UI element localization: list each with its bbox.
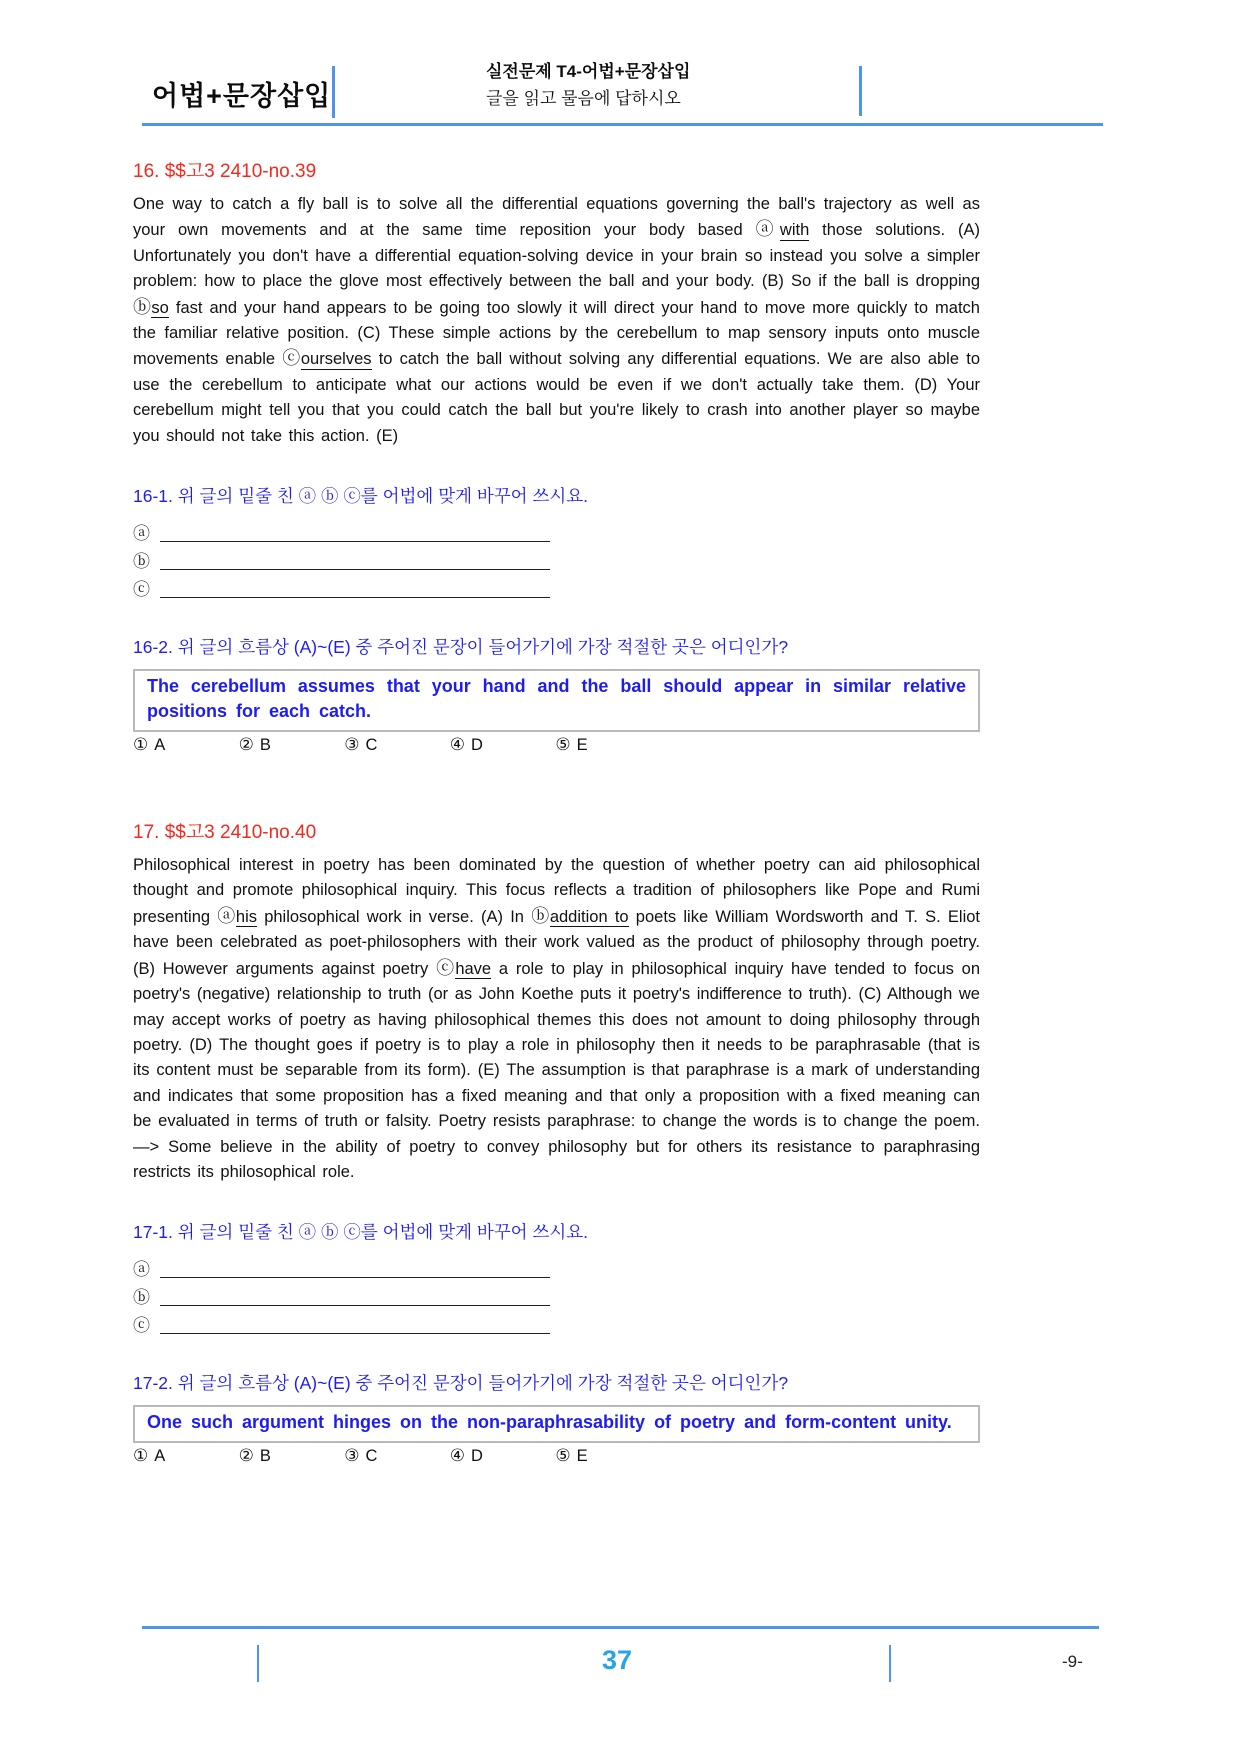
- header-rule: [142, 123, 1103, 126]
- circled-letter-marker: ⓐ: [755, 219, 780, 240]
- passage-segment: those solutions. (A) Unfortunately you don't have a differential equation-solving device in your brain so instead you solve a simpler problem: how to place the glove most effectively between the ball and your body. (B) So if the ball is dropping: [133, 221, 981, 291]
- footer-divider-left: [257, 1645, 259, 1682]
- page-number: 37: [601, 1645, 633, 1675]
- circled-letter-marker: ⓐ: [217, 905, 236, 926]
- option-4: [450, 735, 551, 755]
- circled-letter-marker: ⓒ: [436, 957, 456, 978]
- option-number: ③: [344, 1446, 360, 1466]
- question-17: [133, 817, 980, 1466]
- sub-question-17-1-label: 17-1. 위 글의 밑줄 친 ⓐ ⓑ ⓒ를 어법에 맞게 바꾸어 쓰시요.: [133, 1222, 589, 1243]
- option-3: [344, 1446, 445, 1466]
- passage-segment: poets like William Wordsworth and T. S. Eliot have been celebrated as poet-philosophers with their work valued as the product of philosophy through poetry. (B) However arguments against poetry: [133, 907, 980, 978]
- main-content: [133, 156, 980, 1466]
- circled-letter-marker: ⓑ: [133, 296, 152, 317]
- passage-segment: Philosophical interest in poetry has been dominated by the question of whether poetry can aid philosophical thought and promote philosophical inquiry. This focus reflects a tradition of philosophers like Pope and Rumi presenting: [133, 856, 980, 926]
- option-1: [133, 1446, 234, 1466]
- answer-blank-row-a: [133, 518, 980, 546]
- underlined-word: ourselves: [300, 350, 372, 369]
- option-letter: D: [471, 1447, 483, 1466]
- answer-blank-line: [160, 541, 550, 542]
- circled-a-marker: ⓐ: [133, 1260, 150, 1280]
- option-letter: E: [576, 1447, 588, 1466]
- header-divider-line-right: [859, 66, 862, 116]
- header-divider-line: [332, 66, 335, 118]
- page-number-secondary: -9-: [1062, 1652, 1083, 1671]
- circled-c-marker: ⓒ: [133, 580, 150, 600]
- underlined-word: addition to: [549, 907, 629, 926]
- option-4: [450, 1446, 551, 1466]
- option-letter: D: [471, 736, 483, 755]
- question-title: 16. $$고3 2410-no.39: [133, 161, 317, 182]
- passage-segment: philosophical work in verse. (A) In: [256, 907, 532, 926]
- underlined-word: with: [779, 221, 810, 240]
- passage-segment: a role to play in philosophical inquiry have tended to focus on poetry's (negative) relationship to truth (or as John Koethe puts it poetry's indifference to truth). (C) Although we may accept works of poetry as having philosophical themes this does not amount to doing philosophy through poetry. (D) The thought goes if poetry is to play a role in philosophy then it needs to be paraphrasable (that is its content must be separable from its form). (E) The assumption is that paraphrase is a mark of understanding and indicates that some proposition has a fixed meaning and that only a proposition with a fixed meaning can be evaluated in terms of truth or falsity. Poetry resists paraphrase: to change the words is to change the poem. —> Some believe in the ability of poetry to convey philosophy but for others its resistance to paraphrasing restricts its philosophical role.: [133, 959, 981, 1181]
- underlined-word: his: [235, 907, 257, 926]
- passage-segment: fast and your hand appears to be going too slowly it will direct your hand to move more quickly to match the familiar relative position. (C) These simple actions by the cerebellum to map sensory inputs onto muscle movements enable: [133, 298, 980, 369]
- circled-c-marker: ⓒ: [133, 1316, 150, 1336]
- option-5: [555, 735, 656, 755]
- passage-segment: to catch the ball without solving any differential equations. We are also able to use the cerebellum to anticipate what our actions would be even if we don't actually take them. (D) Your cerebellum might tell you that you could catch the ball but you're likely to crash into another player so maybe you should not take this action. (E): [133, 350, 980, 445]
- option-number: ③: [344, 735, 360, 755]
- footer-divider-right: [889, 1645, 891, 1682]
- answer-blank-row-c: [133, 574, 980, 602]
- circled-b-marker: ⓑ: [133, 1288, 150, 1308]
- passage-segment: One way to catch a fly ball is to solve all the differential equations governing the ball's trajectory as well as your own movements and at the same time reposition your body based: [133, 195, 980, 240]
- option-number: ④: [449, 735, 466, 755]
- passage-text: [133, 192, 980, 449]
- circled-a-marker: ⓐ: [133, 524, 150, 544]
- answer-blank-line: [160, 1333, 550, 1334]
- answer-blank-line: [160, 1277, 550, 1278]
- option-letter: B: [259, 1447, 271, 1466]
- option-letter: A: [154, 1447, 166, 1466]
- answer-blank-line: [160, 1305, 550, 1306]
- option-number: ①: [133, 735, 149, 755]
- answer-blank-row-c: [133, 1310, 980, 1338]
- insertion-sentence: One such argument hinges on the non-paraphrasability of poetry and form-content unity.: [147, 1412, 952, 1433]
- answer-blank-row-b: [133, 1282, 980, 1310]
- header-subtitle: [486, 58, 690, 112]
- circled-letter-marker: ⓑ: [531, 905, 550, 926]
- option-3: [344, 735, 445, 755]
- header-subtitle-line2: 글을 읽고 물음에 답하시오: [486, 89, 681, 108]
- insertion-sentence-box: [133, 1405, 980, 1443]
- circled-b-marker: ⓑ: [133, 552, 150, 572]
- question-16: [133, 156, 980, 755]
- option-number: ②: [238, 735, 254, 755]
- option-5: [555, 1446, 656, 1466]
- options-row: [133, 1446, 980, 1466]
- option-number: ④: [449, 1446, 466, 1466]
- option-letter: E: [576, 736, 588, 755]
- passage-text: [133, 853, 980, 1185]
- sub-question-17-2-label: 17-2. 위 글의 흐름상 (A)~(E) 중 주어진 문장이 들어가기에 가장 적절한 곳은 어디인가?: [133, 1373, 789, 1394]
- answer-blank-line: [160, 597, 550, 598]
- underlined-word: have: [455, 959, 492, 978]
- header-subtitle-line1: 실전문제 T4-어법+문장삽입: [486, 62, 691, 81]
- circled-letter-marker: ⓒ: [282, 348, 301, 369]
- answer-blank-line: [160, 569, 550, 570]
- option-letter: A: [154, 736, 166, 755]
- option-letter: B: [259, 736, 271, 755]
- answer-blank-row-b: [133, 546, 980, 574]
- insertion-sentence: The cerebellum assumes that your hand and the ball should appear in similar relative positions for each catch.: [147, 676, 966, 722]
- option-letter: C: [365, 1447, 378, 1466]
- option-number: ②: [238, 1446, 254, 1466]
- option-number: ①: [133, 1446, 149, 1466]
- sub-question-16-2-label: 16-2. 위 글의 흐름상 (A)~(E) 중 주어진 문장이 들어가기에 가장 적절한 곳은 어디인가?: [133, 637, 789, 658]
- insertion-sentence-box: [133, 669, 980, 732]
- option-2: [239, 735, 340, 755]
- option-2: [239, 1446, 340, 1466]
- page-title: 어법+문장삽입: [152, 81, 332, 111]
- sub-question-16-1-label: 16-1. 위 글의 밑줄 친 ⓐ ⓑ ⓒ를 어법에 맞게 바꾸어 쓰시요.: [133, 486, 589, 507]
- option-number: ⑤: [555, 735, 571, 755]
- option-1: [133, 735, 234, 755]
- underlined-word: so: [151, 298, 169, 317]
- option-number: ⑤: [555, 1446, 571, 1466]
- question-title: 17. $$고3 2410-no.40: [133, 822, 317, 844]
- option-letter: C: [365, 736, 378, 755]
- footer-rule: [142, 1626, 1099, 1629]
- options-row: [133, 735, 980, 755]
- answer-blank-row-a: [133, 1254, 980, 1282]
